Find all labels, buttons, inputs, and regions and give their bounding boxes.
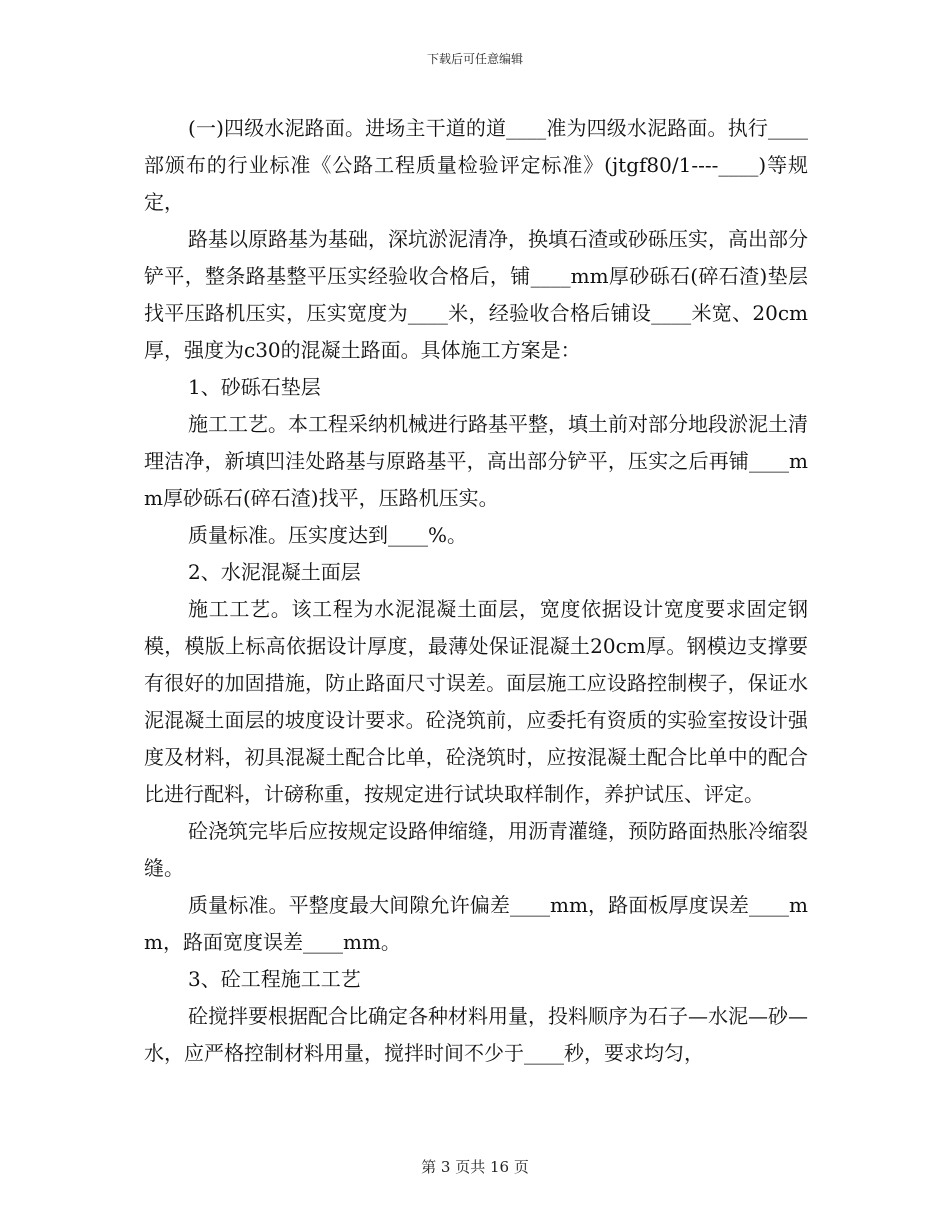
section-heading-concrete-surface: 2、水泥混凝土面层 bbox=[188, 560, 361, 584]
page-number: 第 3 页共 16 页 bbox=[421, 1158, 529, 1176]
paragraph-road-grade: (一)四级水泥路面。进场主干道的道____准为四级水泥路面。执行____部颁布的行业标准《公路工程质量检验评定标准》(jtgf80/1----____)等规定， bbox=[144, 116, 808, 214]
section-heading-gravel-cushion: 1、砂砾石垫层 bbox=[188, 375, 321, 399]
paragraph-subgrade: 路基以原路基为基础，深坑淤泥清净，换填石渣或砂砾压实，高出部分铲平，整条路基整平压实经验收合格后，铺____mm厚砂砾石(碎石渣)垫层找平压路机压实，压实宽度为____米，经验收合格后铺设____米宽、20cm厚，强度为c30的混凝土路面。具体施工方案是： bbox=[144, 227, 808, 362]
paragraph-concrete-process: 施工工艺。该工程为水泥混凝土面层，宽度依据设计宽度要求固定钢模，模版上标高依据设计厚度，最薄处保证混凝土20cm厚。钢模边支撑要有很好的加固措施，防止路面尺寸误差。面层施工应设路控制楔子，保证水泥混凝土面层的坡度设计要求。砼浇筑前，应委托有资质的实验室按设计强度及材料，初具混凝土配合比单，砼浇筑时，应按混凝土配合比单中的配合比进行配料，计磅称重，按规定进行试块取样制作，养护试压、评定。 bbox=[144, 597, 808, 806]
page-header-note: 下载后可任意编辑 bbox=[426, 52, 523, 66]
paragraph-gravel-process: 施工工艺。本工程采纳机械进行路基平整，填土前对部分地段淤泥土清理洁净，新填凹洼处路基与原路基平，高出部分铲平，压实之后再铺____mm厚砂砾石(碎石渣)找平，压路机压实。 bbox=[144, 412, 808, 510]
paragraph-expansion-joints: 砼浇筑完毕后应按规定设路伸缩缝，用沥青灌缝，预防路面热胀冷缩裂缝。 bbox=[144, 819, 808, 880]
document-body bbox=[144, 110, 808, 1072]
paragraph-concrete-quality: 质量标准。平整度最大间隙允许偏差____mm，路面板厚度误差____mm，路面宽度误差____mm。 bbox=[144, 893, 808, 954]
paragraph-gravel-quality: 质量标准。压实度达到____%。 bbox=[188, 523, 468, 547]
section-heading-concrete-works: 3、砼工程施工工艺 bbox=[188, 967, 361, 991]
paragraph-mixing: 砼搅拌要根据配合比确定各种材料用量，投料顺序为石子—水泥—砂—水，应严格控制材料用量，搅拌时间不少于____秒，要求均匀， bbox=[144, 1004, 808, 1065]
